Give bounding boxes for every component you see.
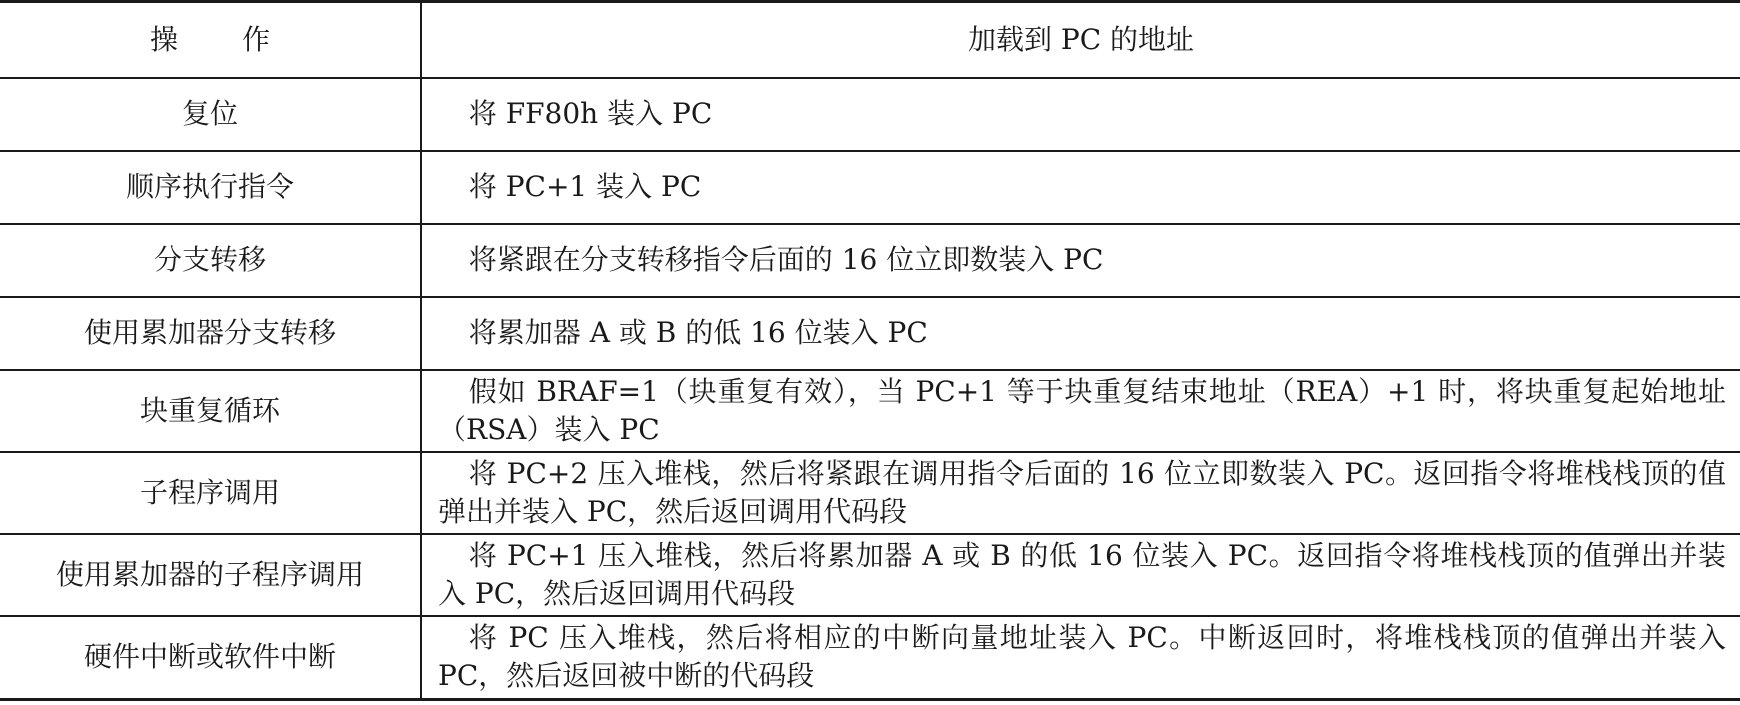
table-row [0, 151, 1740, 224]
operation-cell: 子程序调用 [0, 452, 421, 534]
operation-cell: 使用累加器的子程序调用 [0, 534, 421, 616]
address-cell: 将 PC+1 压入堆栈，然后将累加器 A 或 B 的低 16 位装入 PC。返回指令将堆栈栈顶的值弹出并装入 PC，然后返回调用代码段 [421, 534, 1740, 616]
operation-cell: 使用累加器分支转移 [0, 297, 421, 370]
table-row [0, 452, 1740, 534]
table-row [0, 534, 1740, 616]
header-operation [0, 2, 421, 78]
address-cell: 将累加器 A 或 B 的低 16 位装入 PC [421, 297, 1740, 370]
operation-cell: 块重复循环 [0, 370, 421, 452]
address-cell: 将 FF80h 装入 PC [421, 78, 1740, 151]
address-cell: 将 PC+1 装入 PC [421, 151, 1740, 224]
header-address: 加载到 PC 的地址 [421, 2, 1740, 78]
address-cell: 假如 BRAF=1（块重复有效），当 PC+1 等于块重复结束地址（REA）+1 时，将块重复起始地址（RSA）装入 PC [421, 370, 1740, 452]
operation-cell: 顺序执行指令 [0, 151, 421, 224]
address-cell: 将 PC+2 压入堆栈，然后将紧跟在调用指令后面的 16 位立即数装入 PC。返回指令将堆栈栈顶的值弹出并装入 PC，然后返回调用代码段 [421, 452, 1740, 534]
table-row [0, 616, 1740, 700]
table-header-row [0, 2, 1740, 78]
address-cell: 将紧跟在分支转移指令后面的 16 位立即数装入 PC [421, 224, 1740, 297]
operation-cell: 分支转移 [0, 224, 421, 297]
table-row [0, 370, 1740, 452]
address-cell: 将 PC 压入堆栈，然后将相应的中断向量地址装入 PC。中断返回时，将堆栈栈顶的值弹出并装入 PC，然后返回被中断的代码段 [421, 616, 1740, 700]
operation-cell: 硬件中断或软件中断 [0, 616, 421, 700]
table-row [0, 224, 1740, 297]
table-row [0, 297, 1740, 370]
header-operation-label: 操作 [149, 22, 334, 56]
table-row [0, 78, 1740, 151]
operation-cell: 复位 [0, 78, 421, 151]
